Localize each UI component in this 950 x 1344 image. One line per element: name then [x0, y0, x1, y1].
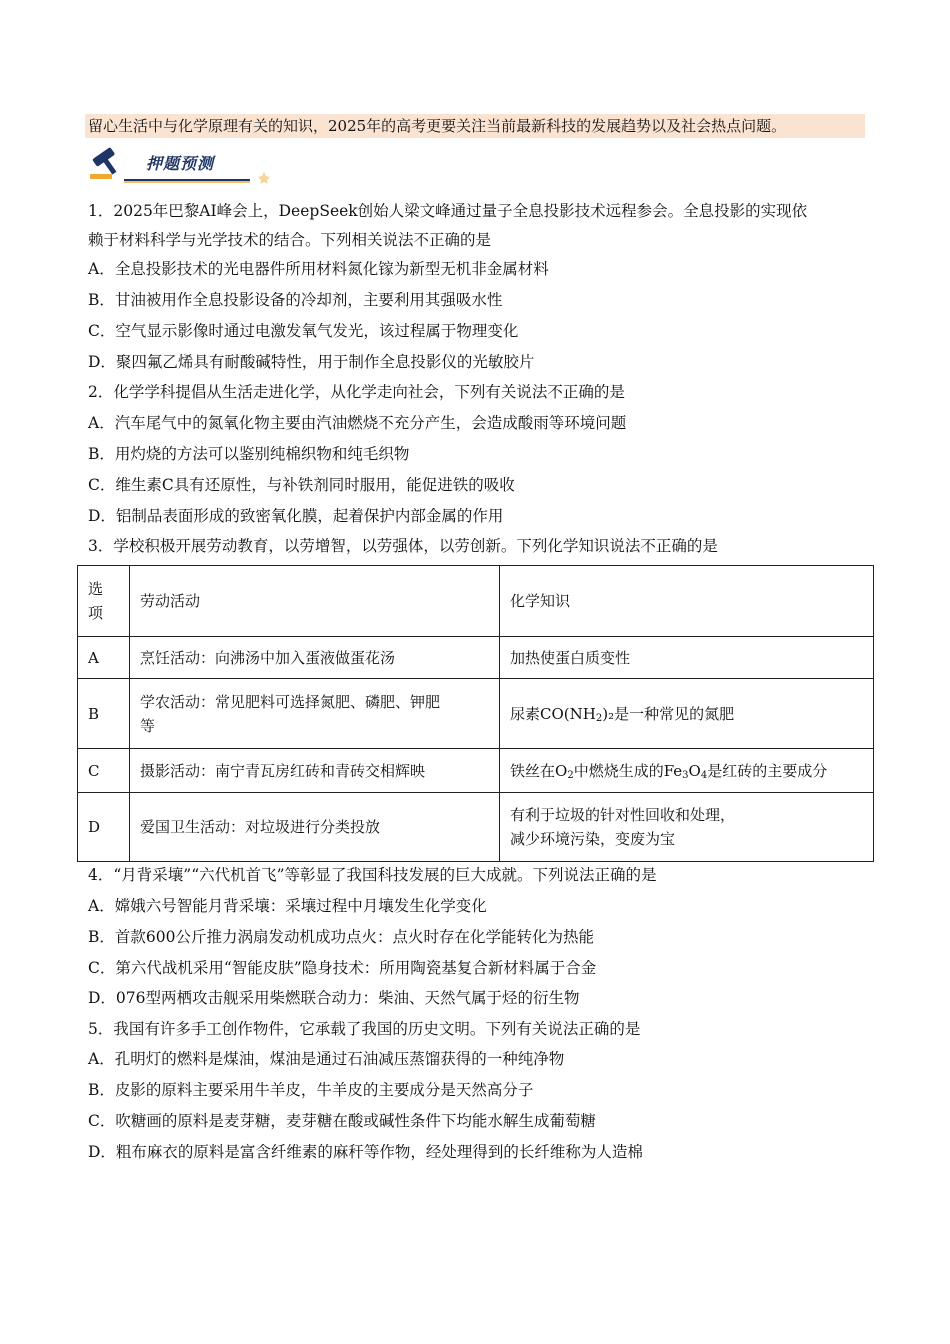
table-row: C 摄影活动：南宁青瓦房红砖和青砖交相辉映 铁丝在$O_2$中燃烧生成的$Fe_3O_4$是红砖的主要成分 — [78, 749, 874, 793]
q1-option-b: B．甘油被用作全息投影设备的冷却剂，主要利用其强吸水性 — [88, 291, 503, 309]
table-row: A 烹饪活动：向沸汤中加入蛋液做蛋花汤 加热使蛋白质变性 — [78, 637, 874, 679]
header-knowledge: 化学知识 — [500, 566, 874, 637]
q2-option-d: D．铝制品表面形成的致密氧化膜，起着保护内部金属的作用 — [88, 507, 504, 525]
q5-stem: 5．我国有许多手工创作物件，它承载了我国的历史文明。下列有关说法正确的是 — [88, 1020, 641, 1038]
q2-option-c: C．维生素C具有还原性，与补铁剂同时服用，能促进铁的吸收 — [88, 476, 515, 494]
q4-stem: 4．“月背采壤”“六代机首飞”等彰显了我国科技发展的巨大成就。下列说法正确的是 — [88, 866, 657, 884]
q1-option-c: C．空气显示影像时通过电激发氧气发光，该过程属于物理变化 — [88, 322, 519, 340]
table-header-row — [78, 566, 874, 637]
q5-option-a: A．孔明灯的燃料是煤油，煤油是通过石油减压蒸馏获得的一种纯净物 — [88, 1050, 565, 1068]
q5-option-b: B．皮影的原料主要采用牛羊皮，牛羊皮的主要成分是天然高分子 — [88, 1081, 534, 1099]
q4-option-d: D．076型两栖攻击舰采用柴燃联合动力：柴油、天然气属于烃的衍生物 — [88, 989, 580, 1007]
q2-option-a: A．汽车尾气中的氮氧化物主要由汽油燃烧不充分产生，会造成酸雨等环境问题 — [88, 414, 627, 432]
q3-stem: 3．学校积极开展劳动教育，以劳增智，以劳强体，以劳创新。下列化学知识说法不正确的是 — [88, 537, 718, 555]
q5-option-c: C．吹糖画的原料是麦芽糖，麦芽糖在酸或碱性条件下均能水解生成葡萄糖 — [88, 1112, 596, 1130]
q3-table — [77, 565, 874, 862]
table-row: D 爱国卫生活动：对垃圾进行分类投放 有利于垃圾的针对性回收和处理， 减少环境污染，变废为宝 — [78, 793, 874, 862]
header-activity: 劳动活动 — [130, 566, 500, 637]
header-option: 选 项 — [78, 566, 130, 637]
table-row: B 学农活动：常见肥料可选择氮肥、磷肥、钾肥 等 尿素$CO(NH_2)_2$是一种常见的氮肥 — [78, 679, 874, 749]
q1-option-d: D．聚四氟乙烯具有耐酸碱特性，用于制作全息投影仪的光敏胶片 — [88, 353, 535, 371]
q4-option-b: B．首款600公斤推力涡扇发动机成功点火：点火时存在化学能转化为热能 — [88, 928, 594, 946]
q4-option-c: C．第六代战机采用“智能皮肤”隐身技术：所用陶瓷基复合新材料属于合金 — [88, 959, 597, 977]
q1-stem: 1．2025年巴黎AI峰会上，DeepSeek创始人梁文峰通过量子全息投影技术远程参会。全息投影的实现依 — [88, 202, 808, 220]
section-banner — [88, 146, 278, 188]
q1-option-a: A．全息投影技术的光电器件所用材料氮化镓为新型无机非金属材料 — [88, 260, 549, 278]
q4-option-a: A．嫦娥六号智能月背采壤：采壤过程中月壤发生化学变化 — [88, 897, 487, 915]
section-title: 押题预测 — [146, 154, 215, 173]
q1-stem-cont: 赖于材料科学与光学技术的结合。下列相关说法不正确的是 — [88, 231, 492, 249]
q2-stem: 2．化学学科提倡从生活走进化学，从化学走向社会，下列有关说法不正确的是 — [88, 383, 625, 401]
q2-option-b: B．用灼烧的方法可以鉴别纯棉织物和纯毛织物 — [88, 445, 410, 463]
intro-highlight: 留心生活中与化学原理有关的知识，2025年的高考更要关注当前最新科技的发展趋势以及社会热点问题。 — [85, 114, 865, 138]
q5-option-d: D．粗布麻衣的原料是富含纤维素的麻秆等作物，经处理得到的长纤维称为人造棉 — [88, 1143, 643, 1161]
